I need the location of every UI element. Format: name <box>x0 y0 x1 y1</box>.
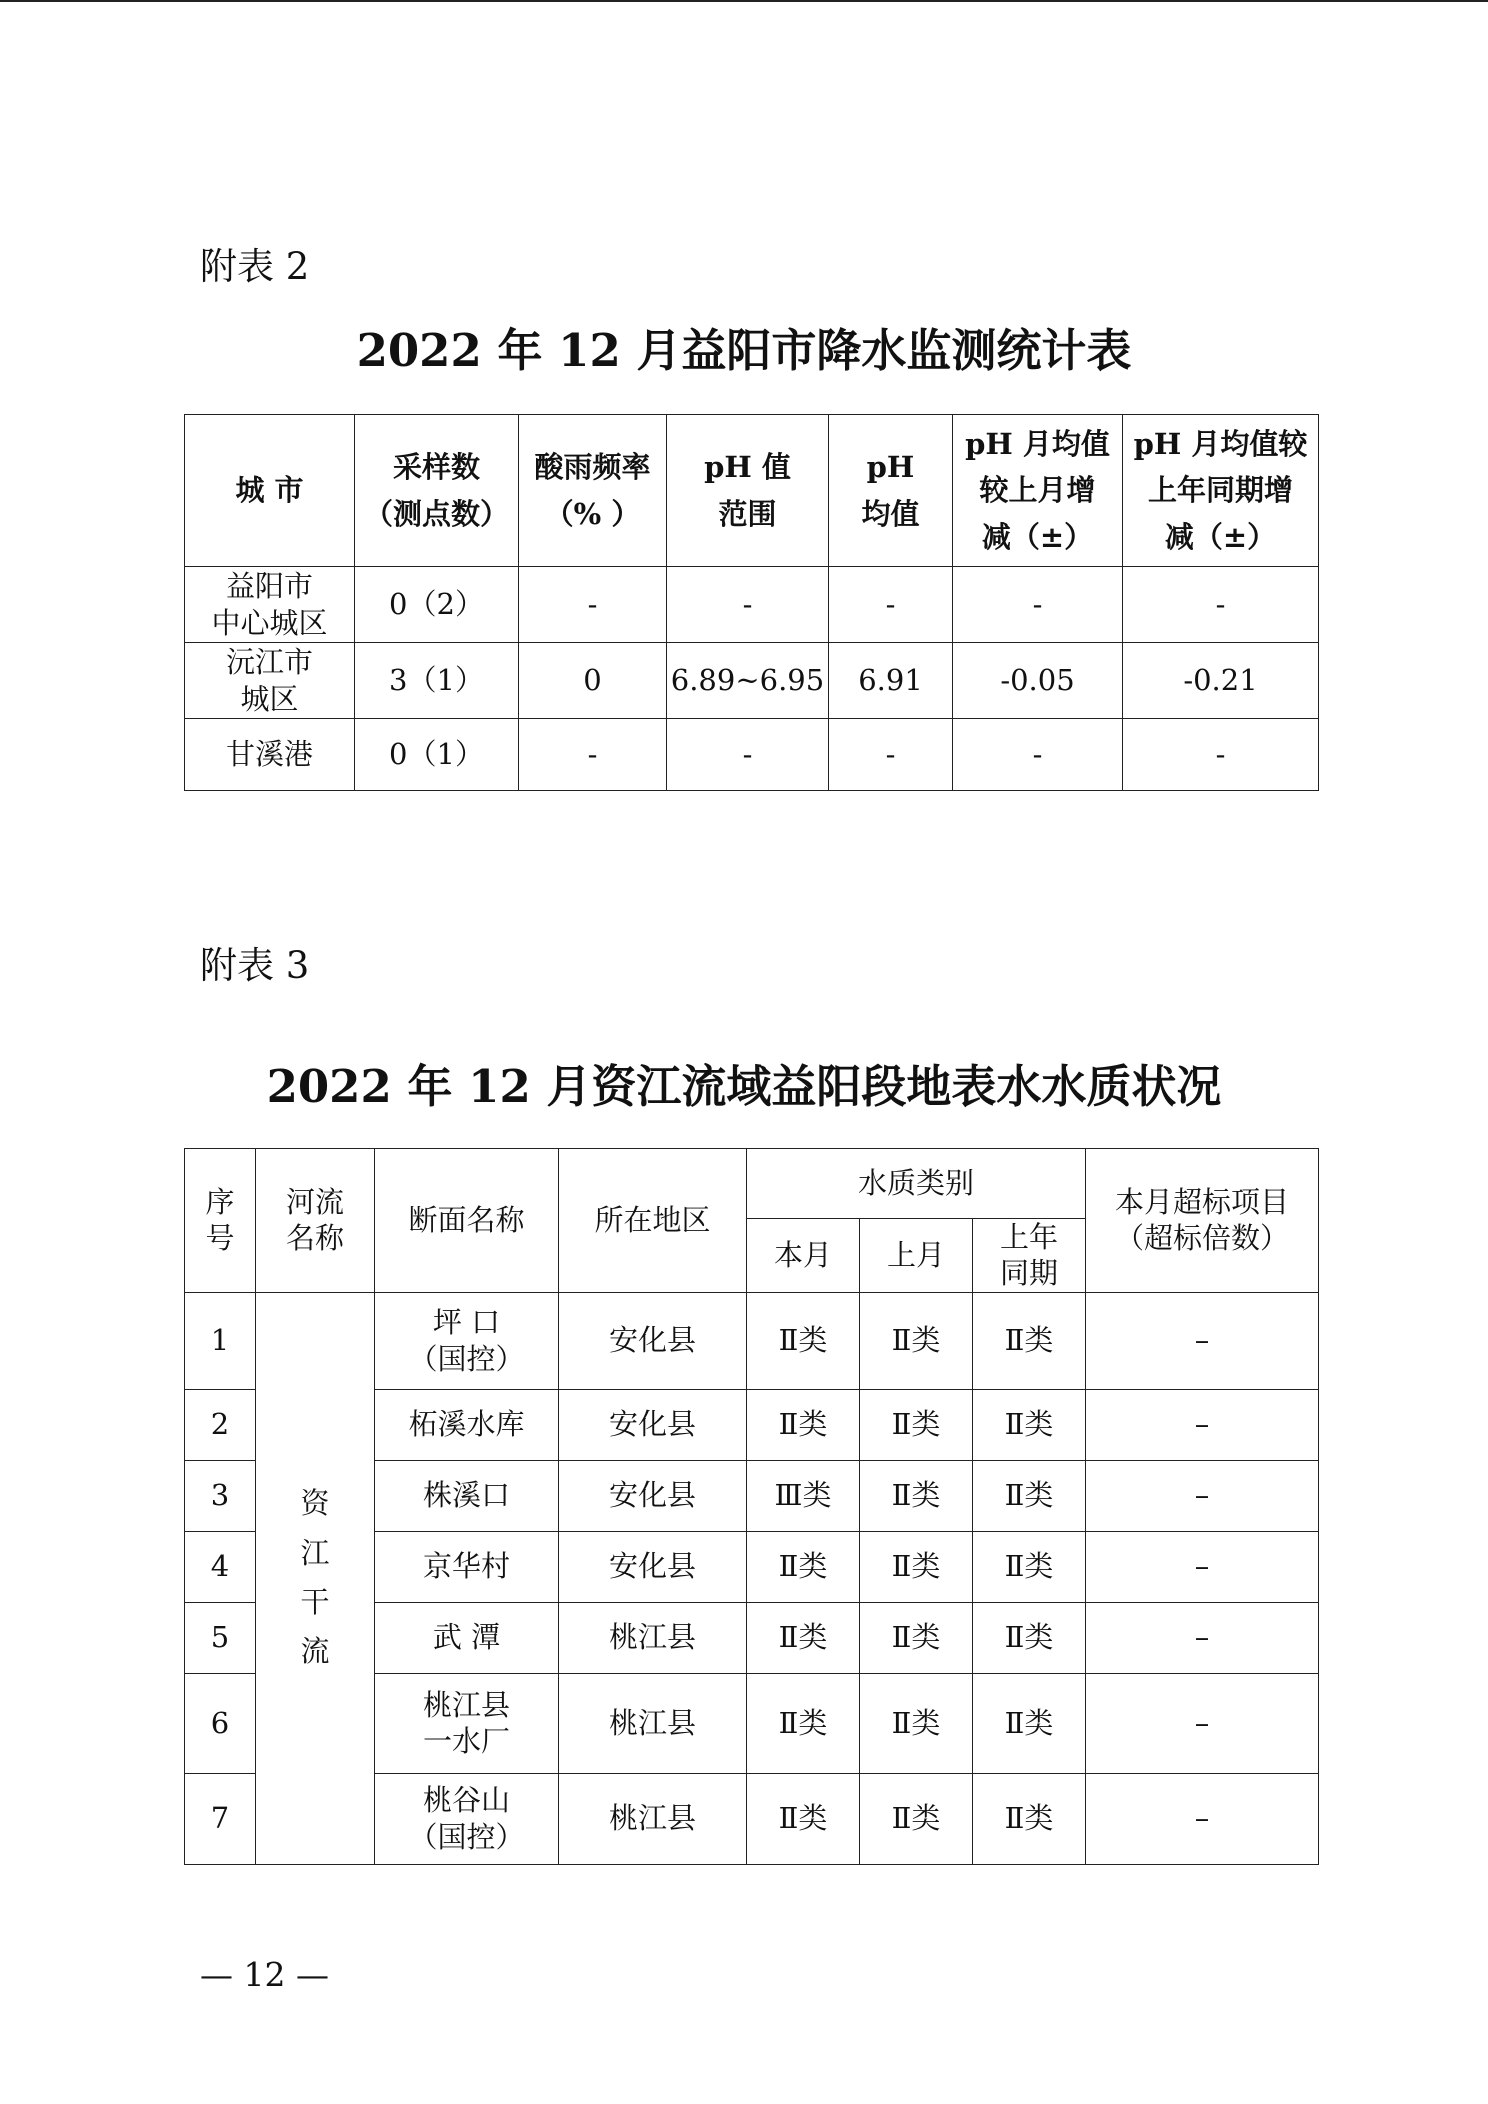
header-ph-mom-change: pH 月均值 较上月增 减（±） <box>953 415 1123 567</box>
header-city: 城 市 <box>185 415 355 567</box>
cell-region: 安化县 <box>559 1292 747 1389</box>
cell-mom: -0.05 <box>953 643 1123 719</box>
header-acid-rain-frequency: 酸雨频率 （% ） <box>519 415 667 567</box>
appendix-3-title: 2022 年 12 月资江流域益阳段地表水水质状况 <box>266 1060 1222 1113</box>
cell-seq: 4 <box>185 1531 256 1602</box>
cell-samples: 3（1） <box>355 643 519 719</box>
appendix-2-label: 附表 2 <box>200 245 310 288</box>
cell-last-month: Ⅱ类 <box>860 1292 973 1389</box>
header-seq: 序 号 <box>185 1149 256 1293</box>
precipitation-table <box>184 414 1319 791</box>
cell-this-month: Ⅱ类 <box>747 1531 860 1602</box>
cell-last-month: Ⅱ类 <box>860 1531 973 1602</box>
cell-range: 6.89~6.95 <box>667 643 829 719</box>
cell-this-month: Ⅱ类 <box>747 1602 860 1673</box>
cell-seq: 5 <box>185 1602 256 1673</box>
cell-mean: - <box>829 567 953 643</box>
cell-acid: - <box>519 719 667 791</box>
cell-last-year: Ⅱ类 <box>973 1602 1086 1673</box>
table-row <box>185 719 1319 791</box>
cell-acid: - <box>519 567 667 643</box>
cell-this-month: Ⅱ类 <box>747 1389 860 1460</box>
cell-exceed: – <box>1086 1531 1319 1602</box>
top-border-line <box>0 0 1488 2</box>
header-samples: 采样数 （测点数） <box>355 415 519 567</box>
cell-exceed: – <box>1086 1292 1319 1389</box>
cell-city: 甘溪港 <box>185 719 355 791</box>
cell-section: 柘溪水库 <box>375 1389 559 1460</box>
page-number: — 12 — <box>200 1955 329 1994</box>
appendix-2-title: 2022 年 12 月益阳市降水监测统计表 <box>356 324 1132 377</box>
cell-mean: 6.91 <box>829 643 953 719</box>
cell-city: 益阳市 中心城区 <box>185 567 355 643</box>
cell-section: 坪 口 （国控） <box>375 1292 559 1389</box>
appendix-3-label: 附表 3 <box>200 944 310 987</box>
table-row <box>185 643 1319 719</box>
header-last-year: 上年 同期 <box>973 1219 1086 1293</box>
cell-this-month: Ⅱ类 <box>747 1292 860 1389</box>
cell-section: 株溪口 <box>375 1460 559 1531</box>
cell-exceed: – <box>1086 1602 1319 1673</box>
cell-seq: 2 <box>185 1389 256 1460</box>
table-header-row <box>185 415 1319 567</box>
cell-section: 京华村 <box>375 1531 559 1602</box>
header-section: 断面名称 <box>375 1149 559 1293</box>
cell-last-year: Ⅱ类 <box>973 1531 1086 1602</box>
header-ph-range: pH 值 范围 <box>667 415 829 567</box>
table-row <box>185 1292 1319 1389</box>
header-exceed: 本月超标项目 （超标倍数） <box>1086 1149 1319 1293</box>
header-river: 河流 名称 <box>256 1149 375 1293</box>
cell-yoy: - <box>1123 567 1319 643</box>
cell-exceed: – <box>1086 1460 1319 1531</box>
cell-acid: 0 <box>519 643 667 719</box>
cell-samples: 0（2） <box>355 567 519 643</box>
cell-city: 沅江市 城区 <box>185 643 355 719</box>
cell-last-year: Ⅱ类 <box>973 1460 1086 1531</box>
cell-last-year: Ⅱ类 <box>973 1673 1086 1773</box>
cell-river-name: 资 江 干 流 <box>256 1292 375 1864</box>
header-last-month: 上月 <box>860 1219 973 1293</box>
cell-yoy: -0.21 <box>1123 643 1319 719</box>
cell-section: 桃谷山 （国控） <box>375 1773 559 1864</box>
header-region: 所在地区 <box>559 1149 747 1293</box>
cell-last-month: Ⅱ类 <box>860 1602 973 1673</box>
cell-last-year: Ⅱ类 <box>973 1773 1086 1864</box>
cell-mom: - <box>953 719 1123 791</box>
cell-seq: 7 <box>185 1773 256 1864</box>
header-this-month: 本月 <box>747 1219 860 1293</box>
cell-region: 安化县 <box>559 1460 747 1531</box>
cell-samples: 0（1） <box>355 719 519 791</box>
cell-last-month: Ⅱ类 <box>860 1389 973 1460</box>
cell-exceed: – <box>1086 1673 1319 1773</box>
cell-this-month: Ⅲ类 <box>747 1460 860 1531</box>
cell-this-month: Ⅱ类 <box>747 1773 860 1864</box>
cell-range: - <box>667 567 829 643</box>
cell-seq: 3 <box>185 1460 256 1531</box>
cell-exceed: – <box>1086 1389 1319 1460</box>
cell-section: 武 潭 <box>375 1602 559 1673</box>
header-ph-mean: pH 均值 <box>829 415 953 567</box>
cell-mom: - <box>953 567 1123 643</box>
cell-region: 安化县 <box>559 1531 747 1602</box>
cell-last-month: Ⅱ类 <box>860 1460 973 1531</box>
cell-region: 桃江县 <box>559 1673 747 1773</box>
water-quality-table <box>184 1148 1319 1865</box>
cell-this-month: Ⅱ类 <box>747 1673 860 1773</box>
cell-region: 桃江县 <box>559 1773 747 1864</box>
header-quality: 水质类别 <box>747 1149 1086 1219</box>
table-row <box>185 567 1319 643</box>
cell-region: 安化县 <box>559 1389 747 1460</box>
cell-section: 桃江县 一水厂 <box>375 1673 559 1773</box>
cell-mean: - <box>829 719 953 791</box>
cell-seq: 6 <box>185 1673 256 1773</box>
cell-last-month: Ⅱ类 <box>860 1773 973 1864</box>
cell-yoy: - <box>1123 719 1319 791</box>
cell-region: 桃江县 <box>559 1602 747 1673</box>
cell-last-year: Ⅱ类 <box>973 1389 1086 1460</box>
cell-range: - <box>667 719 829 791</box>
cell-last-month: Ⅱ类 <box>860 1673 973 1773</box>
cell-seq: 1 <box>185 1292 256 1389</box>
header-ph-yoy-change: pH 月均值较 上年同期增 减（±） <box>1123 415 1319 567</box>
table-header-row <box>185 1149 1319 1219</box>
cell-last-year: Ⅱ类 <box>973 1292 1086 1389</box>
cell-exceed: – <box>1086 1773 1319 1864</box>
